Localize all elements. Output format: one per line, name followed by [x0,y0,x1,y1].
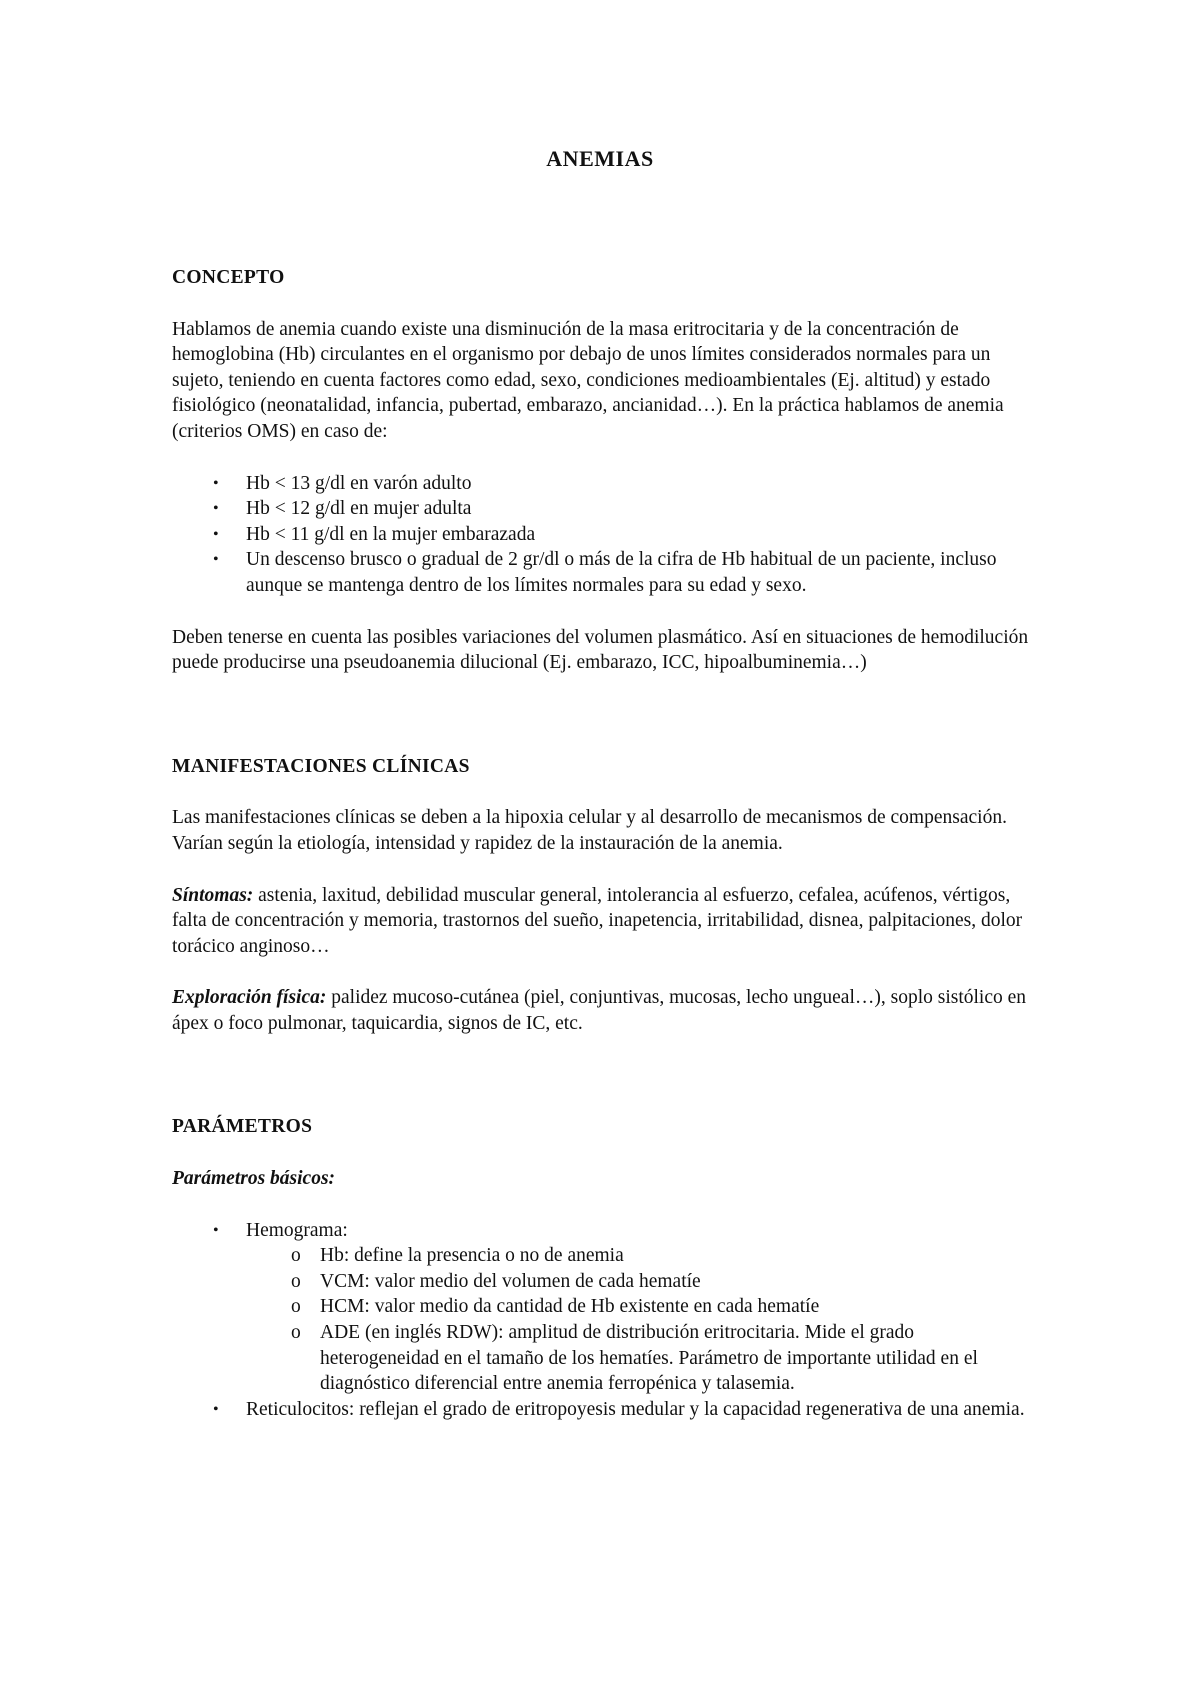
list-item [172,1397,1038,1423]
hemograma-label: Hemograma: [246,1219,348,1241]
sintomas-paragraph [172,883,1038,960]
circle-bullet-icon: o [291,1296,301,1318]
document-title: ANEMIAS [546,146,654,171]
circle-bullet-icon: o [291,1270,301,1292]
parametros-basicos-subheading: Parámetros básicos: [172,1168,336,1190]
list-item: • Hb < 12 g/dl en mujer adulta [172,496,1038,522]
sintomas-text: astenia, laxitud, debilidad muscular general, intolerancia al esfuerzo, cefalea, acúfenos, vértigos, falta de concentración y memoria, trastornos del sueño, inapetencia, irritabilidad, disnea, palpitaciones, dolor torácico anginoso… [172,884,1023,957]
section-heading-manifestaciones: MANIFESTACIONES CLÍNICAS [172,755,470,777]
reticulocitos-text: Reticulocitos: reflejan el grado de eritropoyesis medular y la capacidad regenerativa de una anemia. [246,1398,1025,1420]
bullet-icon: • [213,551,219,569]
who-criteria-list [172,471,1038,599]
list-item [172,1218,1038,1397]
bullet-icon: • [213,500,219,518]
bullet-icon: • [213,1221,219,1239]
section-heading-parametros: PARÁMETROS [172,1116,313,1138]
exploracion-label: Exploración física: [172,987,327,1009]
parametros-list [172,1218,1038,1423]
circle-bullet-icon: o [291,1322,301,1344]
sintomas-label: Síntomas: [172,884,254,906]
list-item: o ADE (en inglés RDW): amplitud de distribución eritrocitaria. Mide el grado heterogeneidad en el tamaño de los hematíes. Parámetro de importante utilidad en el diagnóstico diferencial entre anemia ferropénica y talasemia. [291,1322,978,1395]
list-item: • Hb < 13 g/dl en varón adulto [172,471,1038,497]
circle-bullet-icon: o [291,1245,301,1267]
list-item: • Hb < 11 g/dl en la mujer embarazada [172,522,1038,548]
bullet-icon: • [213,525,219,543]
concepto-intro-paragraph: Hablamos de anemia cuando existe una disminución de la masa eritrocitaria y de la concentración de hemoglobina (Hb) circulantes en el organismo por debajo de unos límites considerados normales para un sujeto, teniendo en cuenta factores como edad, sexo, condiciones medioambientales (Ej. altitud) y estado fisiológico (neonatalidad, infancia, pubertad, embarazo, ancianidad…). En la práctica hablamos de anemia (criterios OMS) en caso de: [172,318,1004,442]
list-item: o HCM: valor medio da cantidad de Hb existente en cada hematíe [246,1294,1038,1320]
list-item: • Un descenso brusco o gradual de 2 gr/dl o más de la cifra de Hb habitual de un paciente, incluso aunque se mantenga dentro de los límites normales para su edad y sexo. [213,549,997,596]
bullet-icon: • [213,474,219,492]
exploracion-text: palidez mucoso-cutánea (piel, conjuntivas, mucosas, lecho ungueal…), soplo sistólico en ápex o foco pulmonar, taquicardia, signos de IC, etc. [172,987,1027,1034]
exploracion-paragraph [172,985,1038,1036]
bullet-icon: • [213,1400,219,1418]
section-heading-concepto: CONCEPTO [172,267,285,288]
list-item: o VCM: valor medio del volumen de cada hematíe [246,1269,1038,1295]
document-body [172,265,1038,1422]
hemograma-sublist [246,1243,1038,1397]
list-item: o Hb: define la presencia o no de anemia [246,1243,1038,1269]
manifestaciones-intro-paragraph: Las manifestaciones clínicas se deben a la hipoxia celular y al desarrollo de mecanismos de compensación. Varían según la etiología, intensidad y rapidez de la instauración de la anemia. [172,807,1007,854]
concepto-note-paragraph: Deben tenerse en cuenta las posibles variaciones del volumen plasmático. Así en situaciones de hemodilución puede producirse una pseudoanemia dilucional (Ej. embarazo, ICC, hipoalbuminemia…) [172,626,1029,674]
